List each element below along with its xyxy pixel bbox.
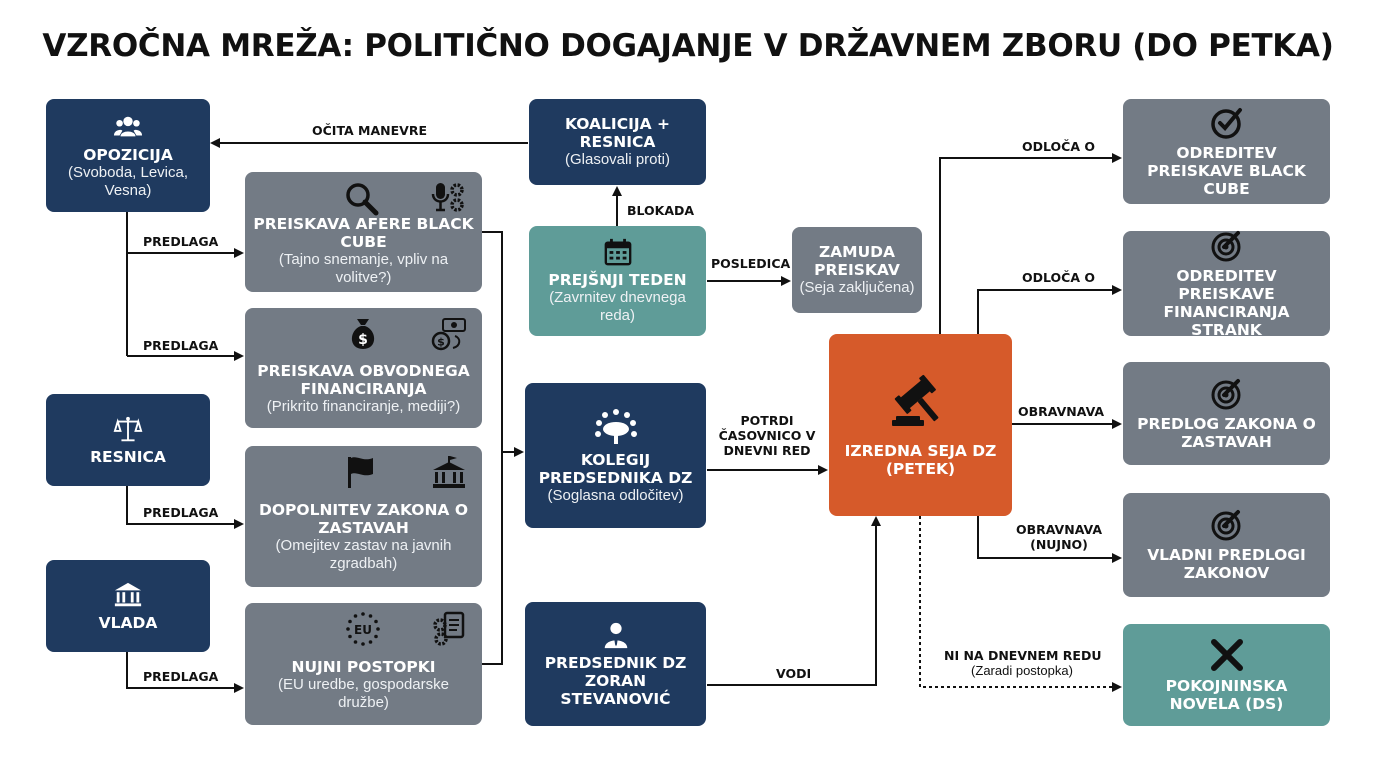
node-nujni-postopki[interactable] [245,603,482,725]
node-predlog-zakona-zastave[interactable] [1123,362,1330,465]
node-title: PREDSEDNIK DZ ZORAN STEVANOVIĆ [544,654,687,708]
gavel-icon [888,372,954,432]
target-icon [1210,229,1244,263]
edge-proposals-trunk [482,232,502,664]
eu-icon [345,611,381,647]
svg-text:$: $ [358,332,368,348]
node-subtitle: (Seja zaključena) [799,279,915,296]
node-subtitle: (Prikrito financiranje, mediji?) [266,398,461,415]
node-zastave[interactable] [245,446,482,587]
edge-label-ocita: OČITA MANEVRE [312,123,427,138]
node-izredna-seja[interactable] [829,334,1012,516]
public-building-icon [431,454,467,490]
node-odreditev-black-cube[interactable] [1123,99,1330,204]
flag-icon [343,454,379,490]
edge-label-odloca-1: ODLOČA O [1022,139,1095,154]
node-vlada[interactable] [46,560,210,652]
node-title: KOLEGIJ PREDSEDNIKA DZ [538,450,693,487]
edge-vodi [707,518,876,685]
svg-text:$: $ [437,335,445,349]
person-icon [601,620,631,650]
node-pokojninska-novela[interactable] [1123,624,1330,726]
money-bag-icon [345,316,381,352]
svg-text:EU: EU [354,623,372,637]
edge-label-ni-na-main: NI NA DNEVNEM REDU [944,648,1102,663]
edge-odloca-2 [978,290,1120,334]
calendar-icon [603,237,633,267]
magnifier-icon [343,180,379,216]
node-title: VLADNI PREDLOGI ZAKONOV [1147,546,1306,582]
node-title: POKOJNINSKA NOVELA (DS) [1165,677,1288,713]
node-title: PREISKAVA AFERE BLACK CUBE [253,215,474,251]
node-title: PREJŠNJI TEDEN [548,271,687,289]
government-building-icon [113,580,143,610]
page-title: VZROČNA MREŽA: POLITIČNO DOGAJANJE V DRŽAVNEM ZBORU (DO PETKA) [42,28,1334,64]
target-icon [1210,377,1244,411]
node-black-cube[interactable] [245,172,482,292]
edge-label-predlaga-3: PREDLAGA [143,505,219,520]
edge-label-ni-na [944,648,1100,678]
node-koalicija[interactable] [529,99,706,185]
node-title: PREISKAVA OBVODNEGA FINANCIRANJA [257,362,470,398]
node-title: RESNICA [90,448,166,466]
node-subtitle: (Soglasna odločitev) [547,486,684,504]
node-vladni-predlogi[interactable] [1123,493,1330,597]
node-predsednik[interactable] [525,602,706,726]
edge-label-predlaga-4: PREDLAGA [143,669,219,684]
node-subtitle: (Omejitev zastav na javnih zgradbah) [275,536,452,572]
node-prejsnji-teden[interactable] [529,226,706,336]
scales-icon [113,414,143,444]
money-flow-icon [431,316,467,352]
node-title: OPOZICIJA [83,145,173,164]
edge-label-ni-na-sub: (Zaradi postopka) [971,663,1073,678]
node-title: ODREDITEV PREISKAVE FINANCIRANJA STRANK [1163,266,1290,339]
target-icon [1210,508,1244,542]
node-subtitle: (Zavrnitev dnevnega reda) [549,289,686,324]
node-subtitle: (Glasovali proti) [564,151,671,168]
edge-label-predlaga-1: PREDLAGA [143,234,219,249]
edge-label-obravnava-1: OBRAVNAVA [1018,404,1105,419]
node-title: PREDLOG ZAKONA O ZASTAVAH [1137,414,1316,451]
edge-label-odloca-2: ODLOČA O [1022,270,1095,285]
node-obvodno-financiranje[interactable] [245,308,482,428]
cross-icon [1209,637,1245,673]
group-icon [113,112,143,142]
node-title: IZREDNA SEJA DZ (PETEK) [844,442,997,478]
edge-label-potrdi: POTRDI ČASOVNICO V DNEVNI RED [718,413,816,458]
edge-label-predlaga-2: PREDLAGA [143,338,219,353]
node-kolegij[interactable] [525,383,706,528]
node-title: KOALICIJA + RESNICA [564,115,670,151]
node-subtitle: (EU uredbe, gospodarske družbe) [278,676,449,711]
edge-label-obravnava-2: OBRAVNAVA (NUJNO) [1015,522,1103,552]
node-title: ODREDITEV PREISKAVE BLACK CUBE [1147,143,1306,198]
node-subtitle: (Svoboda, Levica, Vesna) [67,163,189,199]
node-title: VLADA [98,614,158,632]
document-gears-icon [431,611,467,647]
edge-label-posledica: POSLEDICA [711,256,791,271]
check-circle-icon [1210,106,1244,140]
meeting-table-icon [594,407,638,447]
node-zamuda-preiskav[interactable] [792,227,922,313]
node-resnica[interactable] [46,394,210,486]
node-title: ZAMUDA PREISKAV [814,243,900,279]
node-title: DOPOLNITEV ZAKONA O ZASTAVAH [258,500,468,537]
edge-label-blokada: BLOKADA [627,203,695,218]
node-odreditev-financiranja[interactable] [1123,231,1330,339]
edge-odloca-1 [940,158,1120,334]
microphone-gears-icon [431,180,467,216]
edge-label-vodi: VODI [776,666,812,681]
node-title: NUJNI POSTOPKI [291,658,436,676]
node-opozicija[interactable] [46,99,210,212]
node-subtitle: (Tajno snemanje, vpliv na volitve?) [278,251,449,286]
